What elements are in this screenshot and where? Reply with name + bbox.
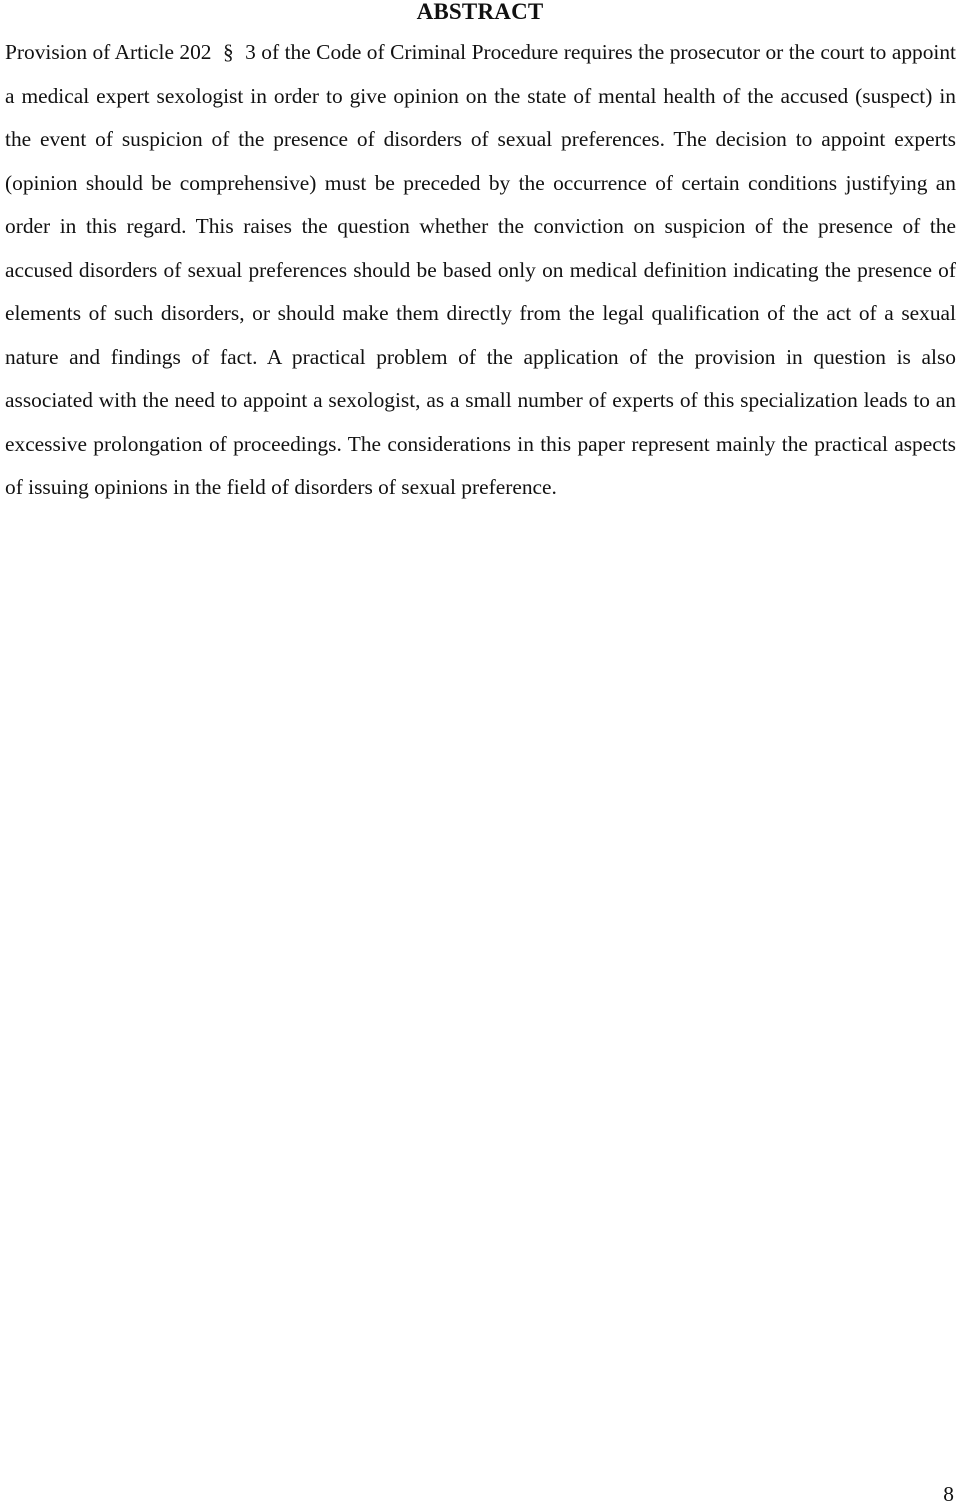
- abstract-paragraph: [5, 31, 956, 510]
- section-sign: §: [222, 40, 234, 64]
- page-number: 8: [943, 1482, 954, 1506]
- abstract-body-text: 3 of the Code of Criminal Procedure requires the prosecutor or the court to appoint a medical expert sexologist in order to give opinion on the state of mental health of the accused (suspect) in the event of suspicion of the presence of disorders of sexual preferences. The decision to appoint experts (opinion should be comprehensive) must be preceded by the occurrence of certain conditions justifying an order in this regard. This raises the question whether the conviction on suspicion of the presence of the accused disorders of sexual preferences should be based only on medical definition indicating the presence of elements of such disorders, or should make them directly from the legal qualification of the act of a sexual nature and findings of fact. A practical problem of the application of the provision in question is also associated with the need to appoint a sexologist, as a small number of experts of this specialization leads to an excessive prolongation of proceedings. The considerations in this paper represent mainly the practical aspects of issuing opinions in the field of disorders of sexual preference.: [5, 40, 956, 499]
- abstract-heading: ABSTRACT: [416, 0, 544, 24]
- abstract-intro-text: Provision of Article 202: [5, 40, 212, 64]
